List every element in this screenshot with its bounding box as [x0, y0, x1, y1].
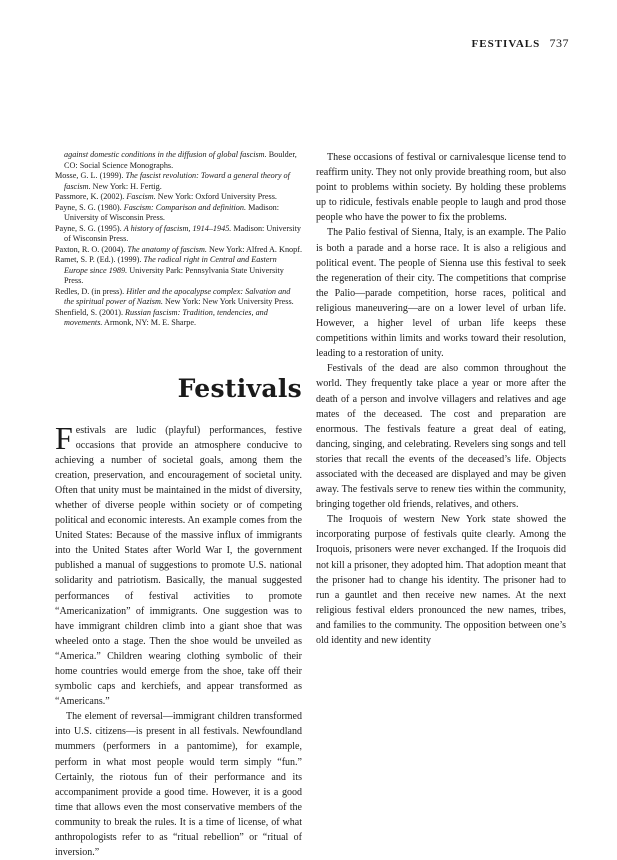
reference-list — [55, 150, 302, 329]
section-name: FESTIVALS — [471, 38, 541, 50]
reference-item: Payne, S. G. (1995). A history of fascism, 1914–1945. Madison: University of Wisconsin Press. — [55, 223, 301, 243]
article-paragraph: These occasions of festival or carnivalesque license tend to reaffirm unity. They not only provide breathing room, but also point to problems within society. By holding these problems up to ridicule, festivals enable people to laugh and prod those people who have the power to fix the problems. — [316, 152, 566, 224]
article-paragraph: The element of reversal—immigrant children transformed into U.S. citizens—is present in all festivals. Newfoundland mummers (performers in a pantomime), for example, perform in what most people would term simply “fun.” Certainly, the riotous fun of their performance and its accompaniment provide a good time. However, it is a good time that allows even the most conservative members of the community to break the rules. It is a time of license, of what anthropologists refer to as “ritual rebellion” or “ritual of inversion.” — [55, 711, 302, 859]
reference-item: Redles, D. (in press). Hitler and the apocalypse complex: Salvation and the spiritual power of Nazism. New York: New York University Press. — [55, 286, 294, 306]
reference-item: Ramet, S. P. (Ed.). (1999). The radical right in Central and Eastern Europe since 1989. University Park: Pennsylvania State University Press. — [55, 255, 284, 285]
article-paragraph: The Iroquois of western New York state showed the incorporating purpose of festivals quite clearly. Among the Iroquois, prisoners were never exchanged. If the Iroquois did not kill a prisoner, they adopted him. That adoption meant that the prisoner had to change his identity. The prisoner had to run a gauntlet and then receive new names. At the next religious festival elders pronounced the new names, tribes, and families to the community. The opposition between one’s old identity and new identity — [316, 514, 566, 646]
page-number: 737 — [549, 36, 569, 50]
running-head — [472, 36, 569, 51]
article-title: Festivals — [177, 373, 302, 403]
drop-cap: F — [55, 419, 73, 456]
reference-item: Paxton, R. O. (2004). The anatomy of fascism. New York: Alfred A. Knopf. — [55, 244, 302, 254]
reference-item: Mosse, G. L. (1999). The fascist revolution: Toward a general theory of fascism. New York: H. Fertig. — [55, 171, 290, 191]
right-column — [316, 150, 566, 648]
reference-item: Passmore, K. (2002). Fascism. New York: Oxford University Press. — [55, 192, 277, 201]
reference-item: against domestic conditions in the diffusion of global fascism. Boulder, CO: Social Science Monographs. — [64, 150, 297, 170]
reference-item: Shenfield, S. (2001). Russian fascism: Tradition, tendencies, and movements. Armonk, NY: M. E. Sharpe. — [55, 307, 268, 327]
left-column — [55, 150, 302, 859]
article-paragraph: Festivals of the dead are also common throughout the world. They frequently take place a year or more after the death of a person and involve villagers and relatives and age mates of the deceased. The cost and preparation are enormous. The festivals feature a great deal of eating, dancing, singing, and celebrating. Revelers sing songs and tell stories that recall the events of the deceased’s life. Objects associated with the deceased are displayed and may be given away. The festivals serve to renew ties within the community, bringing together old friends, relatives, and others. — [316, 363, 566, 511]
reference-item: Payne, S. G. (1980). Fascism: Comparison and definition. Madison: University of Wisconsin Press. — [55, 202, 280, 222]
article-paragraph: Festivals are ludic (playful) performances, festive occasions that provide an atmosphere conducive to achieving a number of societal goals, among them the creation, preservation, and encouragement of societal unity. Often that unity must be maintained in the midst of diversity, whether of diverse people within society or of competing political and economic interests. An example comes from the United States: Because of the massive influx of immigrants into the United States after World War I, the government published a manual of suggestions to promote U.S. national solidarity and patriotism. Basically, the manual suggested performances of festival activities to promote “Americanization” of immigrants. One suggestion was to have immigrant children climb into a giant shoe that was wheeled onto a stage. Then the shoe would be unveiled as “America.” Children wearing clothing symbolic of their home countries would emerge from the shoe, take off their symbolic caps and kerchiefs, and appear transformed as “Americans.” — [55, 419, 302, 708]
article-paragraph: The Palio festival of Sienna, Italy, is an example. The Palio is both a parade and a horse race. It is also a religious and political event. The people of Sienna use this festival to seek the regeneration of their city. The competitions that comprise the Palio—parade competition, horse races, political and religious maneuvering—are on a lower level of urban life. However, a higher level of urban life keeps these competitions within limits and works toward their resolution, leading to a restoration of unity. — [316, 227, 566, 360]
